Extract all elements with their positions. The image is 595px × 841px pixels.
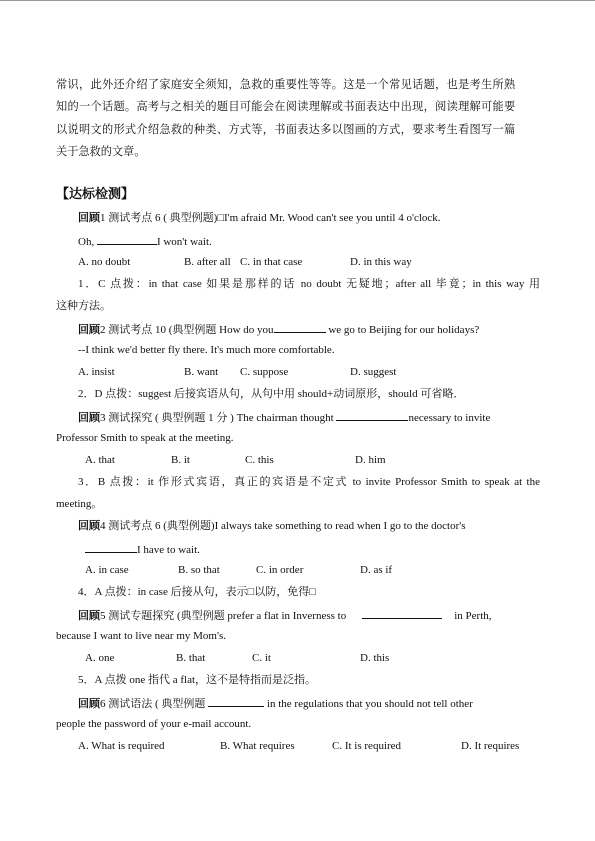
- intro-line-1: 常识，此外还介绍了家庭安全须知，急救的重要性等等。这是一个常见话题，也是考生所熟: [56, 79, 516, 91]
- q1-option-d: D. in this way: [350, 256, 412, 268]
- intro-line-3: 以说明文的形式介绍急救的种类、方式等，书面表达多以图画的方式，要求考生看图写一篇: [56, 124, 516, 136]
- q2-answer: 2．D 点拨：suggest 后接宾语从句，从句中用 should+动词原形，should 可省略．: [78, 388, 465, 400]
- q3-stem-start: 3 测试探究 ( 典型例题 1 分 ) The chairman thought: [100, 412, 337, 424]
- q4-option-d: D. as if: [360, 564, 393, 576]
- q3-stem-line2: Professor Smith to speak at the meeting.: [56, 432, 234, 444]
- q1-line2-end: I won't wait.: [156, 236, 212, 248]
- q6-option-b: B. What requires: [220, 740, 295, 752]
- q5-option-a: A. one: [85, 652, 115, 664]
- q3-option-b: B. it: [171, 454, 190, 466]
- intro-line-2: 知的一个话题。高考与之相关的题目可能会在阅读理解或书面表达中出现，阅读理解可能要: [56, 101, 516, 113]
- q2-stem-end: we go to Beijing for our holidays?: [325, 324, 480, 336]
- q4-line2-end: I have to wait.: [137, 544, 200, 556]
- q2-blank: [274, 321, 326, 333]
- q3-option-d: D. him: [355, 454, 386, 466]
- q2-option-a: A. insist: [78, 366, 115, 378]
- q5-stem-end: in Perth,: [454, 610, 492, 622]
- section-heading: 【达标检测】: [56, 186, 135, 201]
- q5-option-b: B. that: [176, 652, 206, 664]
- intro-line-4: 关于急救的文章。: [56, 146, 146, 158]
- q2-stem: [78, 321, 479, 335]
- page-top-rule: [0, 0, 595, 1]
- q1-answer-line-1: 1．C 点拨：in that case 如果是那样的话 no doubt 无疑地；after all 毕竟；in this way 用: [78, 278, 540, 290]
- q4-stem-text: 4 测试考点 6 (典型例题)I always take something to read when I go to the doctor's: [100, 520, 466, 532]
- q3-option-c: C. this: [245, 454, 274, 466]
- q1-option-c: C. in that case: [240, 256, 303, 268]
- q6-stem-end: in the regulations that you should not tell other: [264, 698, 473, 710]
- q3-tag: 回顾: [78, 412, 100, 424]
- q4-stem: [78, 519, 466, 533]
- q4-option-c: C. in order: [256, 564, 304, 576]
- q1-answer-line-2: 这种方法。: [56, 300, 111, 312]
- q4-answer: 4．A 点拨：in case 后接从句，表示□以防，免得□: [78, 586, 316, 598]
- q5-blank: [362, 607, 442, 619]
- q1-option-b: B. after all: [184, 256, 231, 268]
- q1-stem-text: 1 测试考点 6 ( 典型例题)□I'm afraid Mr. Wood can't see you until 4 o'clock.: [100, 212, 441, 224]
- q6-option-d: D. It requires: [461, 740, 520, 752]
- q3-option-a: A. that: [85, 454, 115, 466]
- q4-option-b: B. so that: [178, 564, 220, 576]
- q2-tag: 回顾: [78, 324, 100, 336]
- q2-option-b: B. want: [184, 366, 219, 378]
- q2-stem-start: 2 测试考点 10 (典型例题 How do you: [100, 324, 274, 336]
- q6-blank: [208, 695, 264, 707]
- q6-stem-start: 6 测试语法 ( 典型例题: [100, 698, 209, 710]
- q6-stem: [78, 695, 473, 709]
- q5-option-c: C. it: [252, 652, 271, 664]
- q4-stem-line2: [85, 541, 200, 555]
- q5-tag: 回顾: [78, 610, 100, 622]
- q6-option-c: C. It is required: [332, 740, 402, 752]
- q3-stem-end: necessary to invite: [408, 412, 491, 424]
- q6-option-a: A. What is required: [78, 740, 165, 752]
- q6-stem-line2: people the password of your e-mail account.: [56, 718, 252, 730]
- q3-blank: [336, 409, 408, 421]
- q5-stem-start: 5 测试专题探究 (典型例题 prefer a flat in Inverness to: [100, 610, 347, 622]
- q1-stem-line2: [78, 233, 212, 247]
- q4-blank: [85, 541, 137, 553]
- q4-tag: 回顾: [78, 520, 100, 532]
- q1-line2-start: Oh,: [78, 236, 97, 248]
- q3-stem: [78, 409, 540, 423]
- q2-option-c: C. suppose: [240, 366, 289, 378]
- q6-tag: 回顾: [78, 698, 100, 710]
- q5-stem: [78, 607, 540, 621]
- q5-stem-line2: because I want to live near my Mom's.: [56, 630, 226, 642]
- q1-stem: [78, 211, 441, 225]
- q1-blank: [97, 233, 157, 245]
- q1-option-a: A. no doubt: [78, 256, 131, 268]
- q4-option-a: A. in case: [85, 564, 129, 576]
- q2-option-d: D. suggest: [350, 366, 397, 378]
- q5-option-d: D. this: [360, 652, 390, 664]
- q2-stem-line2: --I think we'd better fly there. It's much more comfortable.: [78, 344, 335, 356]
- q5-answer: 5．A 点拨 one 指代 a flat，这不是特指而是泛指。: [78, 674, 317, 686]
- q1-tag: 回顾: [78, 212, 100, 224]
- q3-answer-line-1: 3．B 点拨：it 作形式宾语，真正的宾语是不定式 to invite Professor Smith to speak at the: [78, 476, 540, 488]
- q3-answer-line-2: meeting。: [56, 498, 103, 510]
